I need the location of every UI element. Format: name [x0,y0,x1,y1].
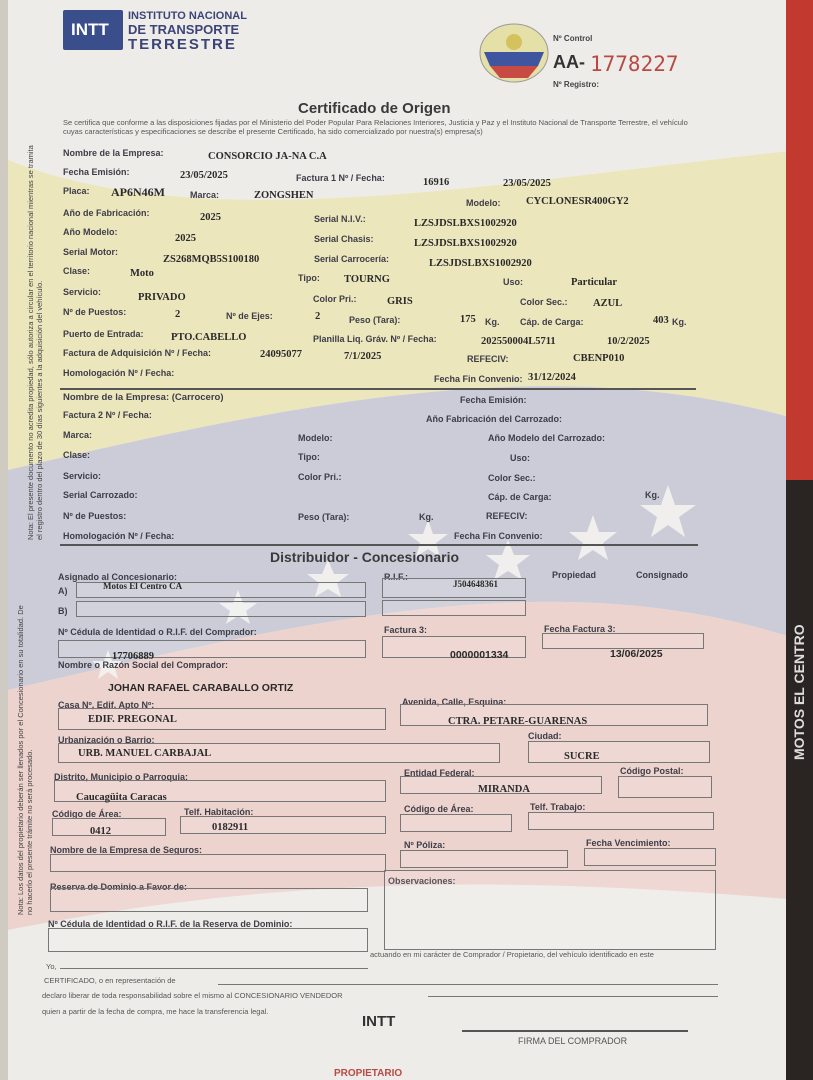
value-planilla-num: 202550004L5711 [481,336,556,347]
poliza-label: Nº Póliza: [404,840,446,850]
consignado-label: Consignado [636,570,688,580]
carrocero-serial: Serial Carrozado: [63,490,138,500]
carrocero-capacidad-kg: Kg. [645,490,660,500]
label-tipo: Tipo: [298,273,320,283]
value-tipo: TOURNG [344,274,390,285]
value-puerto: PTO.CABELLO [171,332,247,343]
telf-hab-value: 0182911 [212,822,249,833]
distribuidor-title: Distribuidor - Concesionario [270,549,460,565]
label-puestos: Nº de Puestos: [63,307,127,317]
side-strip [786,0,813,1080]
value-ejes: 2 [315,311,321,322]
reserva-field [50,888,368,912]
telf-hab-field [180,816,386,834]
value-factura-adq-fecha: 7/1/2025 [344,351,382,362]
label-empresa: Nombre de la Empresa: [63,148,164,158]
logo-line-3: TERRESTRE [128,36,237,53]
value-marca: ZONGSHEN [254,190,314,201]
side-strip-red [786,0,813,480]
value-empresa: CONSORCIO JA-NA C.A [208,151,327,162]
label-serial-niv: Serial N.I.V.: [314,214,366,224]
value-anio-modelo: 2025 [175,233,196,244]
value-puestos: 2 [175,309,181,320]
area2-label: Código de Área: [404,804,474,814]
distrito-label: Distrito, Municipio o Parroquia: [54,772,189,782]
carrocero-peso: Peso (Tara): [298,512,350,522]
ciudad-field [528,741,710,763]
value-refeciv: CBENP010 [573,353,625,364]
urbanizacion-label: Urbanización o Barrio: [58,735,155,745]
value-modelo: CYCLONESR400GY2 [526,196,629,207]
carrocero-tipo: Tipo: [298,452,320,462]
label-puerto: Puerto de Entrada: [63,329,144,339]
factura3-value: 0000001334 [450,649,509,661]
control-number: 1778227 [590,52,679,76]
carrocero-capacidad: Cáp. de Carga: [488,492,552,502]
cedula-comprador-field [58,640,366,658]
value-serial-motor: ZS268MQB5S100180 [163,254,260,265]
label-capacidad-kg: Kg. [672,317,687,327]
casa-label: Casa Nº, Edif. Apto Nº: [58,700,155,710]
asignado-label: Asignado al Concesionario: [58,572,178,582]
value-factura1-num: 16916 [423,177,450,188]
fecha-factura3-value: 13/06/2025 [610,648,663,660]
value-planilla-fecha: 10/2/2025 [607,336,650,347]
carrocero-puestos: Nº de Puestos: [63,511,127,521]
carrocero-clase: Clase: [63,450,91,460]
footer-line-1: actuando en mi carácter de Comprador / Propietario, del vehículo identificado en este [370,950,654,959]
postal-field [618,776,712,798]
seguros-field [50,854,386,872]
telf-trab-label: Telf. Trabajo: [530,802,586,812]
label-refeciv: REFECIV: [467,354,509,364]
label-serial-motor: Serial Motor: [63,247,119,257]
ciudad-label: Ciudad: [528,731,562,741]
label-peso-kg: Kg. [485,317,500,327]
rif-b-field [382,600,526,616]
value-factura1-fecha: 23/05/2025 [503,178,551,189]
document-title: Certificado de Origen [298,100,451,117]
signature-label: FIRMA DEL COMPRADOR [518,1036,628,1046]
value-anio-fab: 2025 [200,212,221,223]
label-anio-modelo: Año Modelo: [63,227,118,237]
carrocero-factura2: Factura 2 Nº / Fecha: [63,410,152,420]
logo-line-2: DE TRANSPORTE [128,22,240,37]
label-peso: Peso (Tara): [349,315,401,325]
value-color-pri: GRIS [387,296,413,307]
carrocero-fecha-emision: Fecha Emisión: [460,395,527,405]
signature-line [462,1030,688,1032]
coat-of-arms-emblem [478,22,550,84]
cedula-comprador-value: 17706889 [112,651,154,662]
registro-label: Nº Registro: [553,80,600,89]
label-placa: Placa: [63,186,90,196]
area-value: 0412 [90,826,111,837]
propiedad-label: Propiedad [552,570,597,580]
value-color-sec: AZUL [593,298,623,309]
certificate-document [8,0,800,1080]
footer-line-2: CERTIFICADO, o en representación de [44,976,176,985]
area2-field [400,814,512,832]
label-anio-fab: Año de Fabricación: [63,208,150,218]
a-label: A) [58,586,68,596]
reserva-label: Reserva de Dominio a Favor de: [50,882,188,892]
entidad-value: MIRANDA [478,784,530,795]
logo-line-1: INSTITUTO NACIONAL [128,10,247,22]
avenida-value: CTRA. PETARE-GUARENAS [448,716,588,727]
label-color-pri: Color Pri.: [313,294,357,304]
label-clase: Clase: [63,266,91,276]
casa-value: EDIF. PREGONAL [88,714,177,725]
value-placa: AP6N46M [111,185,165,199]
carrocero-anio-modelo: Año Modelo del Carrozado: [488,433,605,443]
carrocero-color-pri: Color Pri.: [298,472,342,482]
intro-text: Se certifica que conforme a las disposiciones fijadas por el Ministerio del Poder Popular Para Relaciones Interiores, Justicia y Paz y el Instituto Nacional de Transporte Terrestre, el vehículo cuyas características y especificaciones se describe el presente Certificado, ha sido comercializado por nuestra(s) empresa(s) [63,118,688,136]
carrocero-empresa: Nombre de la Empresa: (Carrocero) [63,392,224,403]
carrocero-servicio: Servicio: [63,471,102,481]
label-capacidad: Cáp. de Carga: [520,317,584,327]
control-label: Nº Control [553,34,593,43]
vencimiento-label: Fecha Vencimiento: [586,838,671,848]
side-strip-text: MOTOS EL CENTRO [791,624,807,760]
label-serial-carroceria: Serial Carrocería: [314,254,390,264]
razon-social-label: Nombre o Razón Social del Comprador: [58,660,229,670]
label-fecha-emision: Fecha Emisión: [63,167,130,177]
section-divider-2 [60,544,698,546]
label-factura1: Factura 1 Nº / Fecha: [296,173,385,183]
telf-hab-label: Telf. Habitación: [184,807,254,817]
footer-line-rep [218,984,718,985]
side-note-1: Nota: El presente documento no acredita propiedad, sólo autoriza a circular en el territorio nacional mientras se tramita el registro dentro del plazo de 30 días siguientes a la adquisición del vehículo. [26,145,44,540]
distrito-value: Caucagüita Caracas [76,792,167,803]
factura3-label: Factura 3: [384,625,428,635]
value-serial-chasis: LZSJDSLBXS1002920 [414,238,517,249]
value-serial-carroceria: LZSJDSLBXS1002920 [429,258,532,269]
label-planilla: Planilla Liq. Gráv. Nº / Fecha: [313,334,437,344]
entidad-label: Entidad Federal: [404,768,475,778]
footer-intt: INTT [362,1013,396,1030]
poliza-field [400,850,568,868]
postal-label: Código Postal: [620,766,684,776]
carrocero-modelo: Modelo: [298,433,333,443]
cedula-reserva-label: Nº Cédula de Identidad o R.I.F. de la Reserva de Dominio: [48,919,293,929]
urbanizacion-value: URB. MANUEL CARBAJAL [78,748,212,759]
observaciones-field [384,870,716,950]
intt-logo [63,10,123,50]
area-label: Código de Área: [52,809,122,819]
footer-yo: Yo, [46,962,57,971]
value-uso: Particular [571,277,618,288]
side-note-2: Nota: Los datos del propietario deberán ser llenados por el Concesionario en su totalidad. De no hacerlo el presente trámite no será procesado. [16,605,34,915]
concesionario-b-field [76,601,366,617]
carrocero-color-sec: Color Sec.: [488,473,536,483]
value-capacidad: 403 [653,315,669,326]
label-homologacion: Homologación Nº / Fecha: [63,368,175,378]
carrocero-homologacion: Homologación Nº / Fecha: [63,531,175,541]
fecha-factura3-field [542,633,704,649]
label-uso: Uso: [503,277,523,287]
value-factura-adq-num: 24095077 [260,349,302,360]
avenida-label: Avenida, Calle, Esquina: [402,697,507,707]
label-ejes: Nº de Ejes: [226,311,273,321]
footer-line-yo [60,968,368,969]
footer-line-3: declaro liberar de toda responsabilidad sobre el mismo al CONCESIONARIO VENDEDOR [42,991,343,1000]
cedula-reserva-field [48,928,368,952]
b-label: B) [58,606,68,616]
label-servicio: Servicio: [63,287,102,297]
section-divider-1 [60,388,696,390]
vencimiento-field [584,848,716,866]
label-fecha-fin: Fecha Fin Convenio: [434,374,523,384]
seguros-label: Nombre de la Empresa de Seguros: [50,845,203,855]
carrocero-fecha-fin: Fecha Fin Convenio: [454,531,543,541]
comprador-value: JOHAN RAFAEL CARABALLO ORTIZ [108,682,294,694]
control-prefix: AA- [553,52,585,72]
telf-trab-field [528,812,714,830]
rif-a-value: J504648361 [453,579,498,589]
footer-line-4: quien a partir de la fecha de compra, me hace la transferencia legal. [42,1007,269,1016]
footer-line-dec [428,996,718,997]
label-factura-adq: Factura de Adquisición Nº / Fecha: [63,348,211,358]
propietario-label: PROPIETARIO [334,1068,403,1079]
ciudad-value: SUCRE [564,751,600,762]
value-clase: Moto [130,268,154,279]
label-serial-chasis: Serial Chasis: [314,234,374,244]
value-serial-niv: LZSJDSLBXS1002920 [414,218,517,229]
rif-label: R.I.F.: [384,572,408,582]
observaciones-label: Observaciones: [388,876,456,886]
label-modelo: Modelo: [466,198,501,208]
carrocero-peso-kg: Kg. [419,512,434,522]
value-servicio: PRIVADO [138,292,186,303]
carrocero-anio-fab: Año Fabricación del Carrozado: [426,414,563,424]
label-marca: Marca: [190,190,220,200]
value-fecha-emision: 23/05/2025 [180,170,228,181]
cedula-comprador-label: Nº Cédula de Identidad o R.I.F. del Comprador: [58,627,257,637]
carrocero-refeciv: REFECIV: [486,511,528,521]
carrocero-marca: Marca: [63,430,93,440]
carrocero-uso: Uso: [510,453,530,463]
value-peso: 175 [460,314,476,325]
concesionario-a-value: Motos El Centro CA [103,581,183,591]
fecha-factura3-label: Fecha Factura 3: [544,624,616,634]
logo-abbr: INTT [71,20,109,39]
label-color-sec: Color Sec.: [520,297,568,307]
value-fecha-fin: 31/12/2024 [528,372,576,383]
